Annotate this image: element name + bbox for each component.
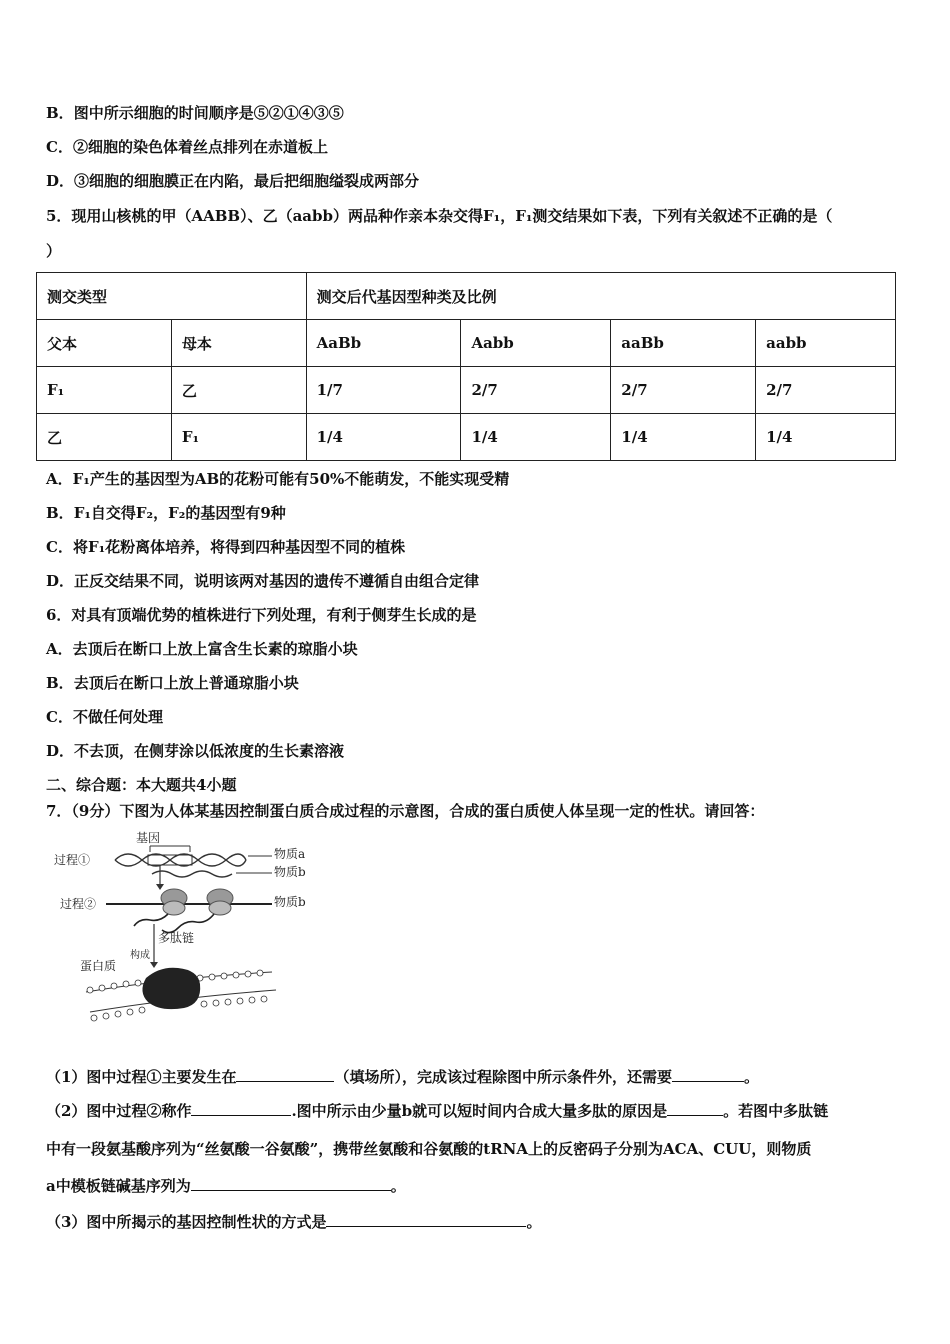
table-header-row (37, 273, 896, 320)
option-text: 去顶后在断口上放上普通琼脂小块 (73, 674, 299, 692)
cell-ratio: 1/7 (306, 367, 461, 414)
arrow-down-icon (150, 924, 158, 968)
label-constitute: 构成 (130, 950, 150, 961)
q6-option-a (46, 638, 358, 659)
label-substance-b: 物质b (274, 865, 306, 879)
q5-option-d (46, 570, 479, 591)
cell-ratio: 1/4 (756, 414, 896, 461)
cell-ratio: 1/4 (306, 414, 461, 461)
q7-part2-text: .图中所示由少量b就可以短时间内合成大量多肽的原因是 (291, 1102, 668, 1120)
arrow-down-icon (156, 866, 164, 890)
q6-stem: 6．对具有顶端优势的植株进行下列处理，有利于侧芽生长成的是 (46, 606, 477, 624)
label-substance-a: 物质a (274, 847, 306, 861)
option-letter: B． (46, 674, 74, 692)
q7-part1-text: 。 (743, 1068, 759, 1086)
col-genotype: aaBb (611, 320, 756, 367)
option-letter: D． (46, 172, 75, 190)
option-text: 不做任何处理 (72, 708, 163, 726)
q6-option-d (46, 740, 344, 761)
cell-ratio: 1/4 (461, 414, 611, 461)
label-protein: 蛋白质 (80, 959, 117, 973)
q4-option-b (46, 102, 344, 123)
col-genotype: AaBb (306, 320, 461, 367)
cell-mother: F₁ (171, 414, 306, 461)
option-text: 正反交结果不同，说明该两对基因的遗传不遵循自由组合定律 (74, 572, 480, 590)
answer-blank[interactable] (672, 1067, 744, 1082)
col-mother: 母本 (171, 320, 306, 367)
answer-blank[interactable] (236, 1067, 334, 1082)
answer-blank[interactable] (326, 1212, 526, 1227)
q4-option-c (46, 136, 328, 157)
q7-part3-text: 。 (526, 1213, 542, 1231)
table-subheader-row (37, 320, 896, 367)
option-text: F₁产生的基因型为AB的花粉可能有50%不能萌发，不能实现受精 (72, 470, 510, 488)
table-row (37, 414, 896, 461)
option-letter: D． (46, 572, 75, 590)
q4-option-d (46, 170, 419, 191)
q7-part1 (46, 1066, 759, 1087)
col-genotype: Aabb (461, 320, 611, 367)
q7-part2-cont: 中有一段氨基酸序列为“丝氨酸一谷氨酸”，携带丝氨酸和谷氨酸的tRNA上的反密码子分别为ACA、CUU，则物质 (46, 1140, 812, 1158)
q5-stem-end: ） (46, 242, 62, 260)
cell-father: 乙 (37, 414, 172, 461)
option-text: 将F₁花粉离体培养，将得到四种基因型不同的植株 (72, 538, 406, 556)
option-letter: B． (46, 504, 74, 522)
translation-ribosomes (106, 889, 272, 933)
answer-blank[interactable] (667, 1101, 723, 1116)
q7-part2 (46, 1100, 828, 1121)
q7-part2-text: 。若图中多肽链 (723, 1102, 829, 1120)
gene-expression-diagram (50, 828, 320, 1040)
option-letter: A． (46, 640, 73, 658)
label-polypeptide: 多肽链 (158, 931, 195, 945)
option-text: F₁自交得F₂，F₂的基因型有9种 (73, 504, 286, 522)
q5-stem: 5．现用山核桃的甲（AABB）、乙（aabb）两品种作亲本杂交得F₁，F₁测交结果如下表，下列有关叙述不正确的是（ (46, 207, 833, 225)
option-letter: C． (46, 708, 73, 726)
testcross-table (36, 272, 896, 461)
label-gene: 基因 (136, 831, 161, 845)
answer-blank[interactable] (191, 1176, 391, 1191)
dna-double-helix (115, 846, 272, 866)
answer-blank[interactable] (191, 1101, 291, 1116)
q5-option-a (46, 468, 509, 489)
q7-part2-text: a中模板链碱基序列为 (46, 1177, 191, 1195)
cell-father: F₁ (37, 367, 172, 414)
q7-part2-end (46, 1175, 406, 1196)
header-offspring: 测交后代基因型种类及比例 (306, 273, 895, 320)
option-text: 不去顶，在侧芽涂以低浓度的生长素溶液 (74, 742, 345, 760)
mrna-strand (152, 871, 272, 877)
option-letter: C． (46, 538, 73, 556)
option-letter: A． (46, 470, 73, 488)
q5-option-b (46, 502, 286, 523)
label-process2: 过程② (60, 897, 97, 911)
q7-part3 (46, 1211, 541, 1232)
cell-ratio: 2/7 (461, 367, 611, 414)
label-process1: 过程① (54, 853, 91, 867)
label-substance-b2: 物质b (274, 895, 306, 909)
cell-mother: 乙 (171, 367, 306, 414)
option-text: 图中所示细胞的时间顺序是⑤②①④③⑤ (73, 104, 344, 122)
cell-ratio: 2/7 (756, 367, 896, 414)
q5-option-c (46, 536, 405, 557)
option-letter: C． (46, 138, 73, 156)
option-letter: D． (46, 742, 75, 760)
q6-option-c (46, 706, 163, 727)
section-heading: 二、综合题：本大题共4小题 (46, 776, 237, 794)
q6-option-b (46, 672, 299, 693)
option-text: ②细胞的染色体着丝点排列在赤道板上 (72, 138, 328, 156)
q7-part1-text: （1）图中过程①主要发生在 (46, 1068, 237, 1086)
option-letter: B． (46, 104, 74, 122)
option-text: 去顶后在断口上放上富含生长素的琼脂小块 (72, 640, 358, 658)
option-text: ③细胞的细胞膜正在内陷，最后把细胞缢裂成两部分 (74, 172, 420, 190)
q7-part3-text: （3）图中所揭示的基因控制性状的方式是 (46, 1213, 327, 1231)
q7-part1-text: （填场所），完成该过程除图中所示条件外，还需要 (334, 1068, 672, 1086)
header-testcross-type: 测交类型 (37, 273, 307, 320)
q7-part2-text: （2）图中过程②称作 (46, 1102, 192, 1120)
table-row (37, 367, 896, 414)
col-father: 父本 (37, 320, 172, 367)
cell-ratio: 2/7 (611, 367, 756, 414)
q7-part2-text: 。 (390, 1177, 406, 1195)
q7-stem: 7．（9分）下图为人体某基因控制蛋白质合成过程的示意图，合成的蛋白质使人体呈现一定的性状。请回答： (46, 802, 765, 820)
cell-membrane (86, 968, 276, 1021)
col-genotype: aabb (756, 320, 896, 367)
cell-ratio: 1/4 (611, 414, 756, 461)
